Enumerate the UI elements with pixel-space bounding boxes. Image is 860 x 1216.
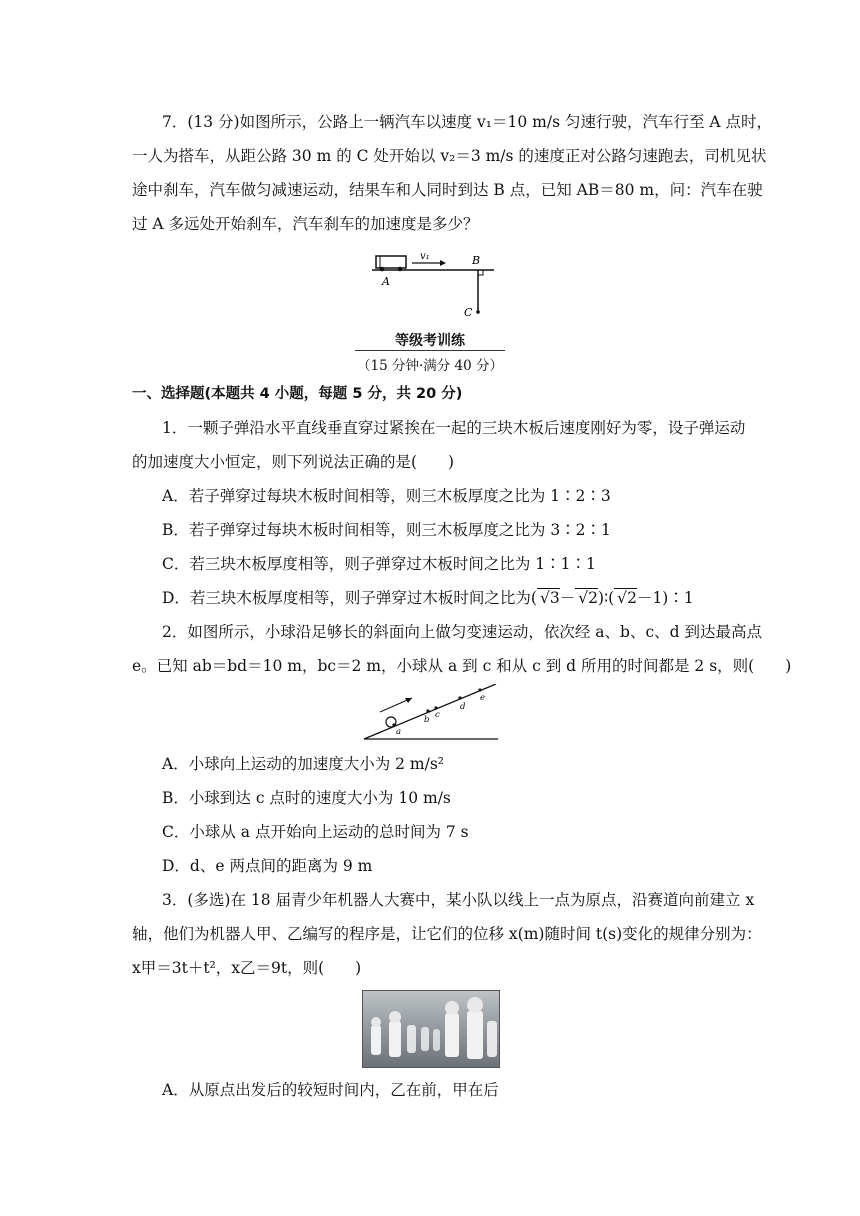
car-wheel-front xyxy=(380,267,385,272)
label-e: e xyxy=(480,693,486,703)
q2-option-d: D．d、e 两点间的距离为 9 m xyxy=(162,857,373,875)
q3-line-1: 3．(多选)在 18 届青少年机器人大赛中，某小队以线上一点为原点，沿赛道向前建立 x xyxy=(162,891,755,909)
section-title: 等级考训练 xyxy=(395,333,465,349)
q3-line-2: 轴，他们为机器人甲、乙编写的程序是，让它们的位移 x(m)随时间 t(s)变化的规律分别为： xyxy=(132,925,762,943)
q3-line-3: x甲＝3t＋t²，x乙＝9t，则( ) xyxy=(132,959,362,977)
q2-option-b: B．小球到达 c 点时的速度大小为 10 m/s xyxy=(162,789,451,807)
sqrt3: √3 xyxy=(537,588,560,607)
q1-option-a: A．若子弹穿过每块木板时间相等，则三木板厚度之比为 1∶2∶3 xyxy=(162,487,611,505)
label-c: C xyxy=(464,306,473,319)
section-subtitle: （15 分钟·满分 40 分） xyxy=(356,358,504,374)
sqrt2: √2 xyxy=(575,588,598,607)
robots-photo xyxy=(362,990,500,1068)
q7-line-4: 过 A 多远处开始刹车，汽车刹车的加速度是多少？ xyxy=(132,215,479,233)
q2-line-1: 2．如图所示，小球沿足够长的斜面向上做匀变速运动，依次经 a、b、c、d 到达最高点 xyxy=(162,623,762,641)
q7-line-1: 7．(13 分)如图所示，公路上一辆汽车以速度 v₁＝10 m/s 匀速行驶，汽车行至 A 点时， xyxy=(162,113,773,131)
q1-option-d: D．若三块木板厚度相等，则子弹穿过木板时间之比为( √3－ √2)∶( √2－1)∶1 xyxy=(162,589,694,607)
incline-line xyxy=(364,684,496,739)
q7-road-figure xyxy=(368,250,498,320)
q2-incline-figure xyxy=(360,684,500,744)
q1-line-1: 1．一颗子弹沿水平直线垂直穿过紧挨在一起的三块木板后速度刚好为零，设子弹运动 xyxy=(162,419,746,437)
q1-option-c: C．若三块木板厚度相等，则子弹穿过木板时间之比为 1∶1∶1 xyxy=(162,555,596,573)
label-b: b xyxy=(424,715,430,725)
sqrt2-b: √2 xyxy=(614,588,637,607)
label-a: a xyxy=(396,727,402,737)
q7-line-2: 一人为搭车，从距公路 30 m 的 C 处开始以 v₂＝3 m/s 的速度正对公路匀速跑去，司机见状 xyxy=(132,147,767,165)
q1-option-b: B．若子弹穿过每块木板时间相等，则三木板厚度之比为 3∶2∶1 xyxy=(162,521,611,539)
label-c: c xyxy=(435,710,440,720)
q2-line-2: e。已知 ab＝bd＝10 m，bc＝2 m，小球从 a 到 c 和从 c 到 d 所用的时间都是 2 s，则( ) xyxy=(132,657,792,675)
q2-option-c: C．小球从 a 点开始向上运动的总时间为 7 s xyxy=(162,823,469,841)
part-heading: 一、选择题(本题共 4 小题，每题 5 分，共 20 分) xyxy=(132,386,463,402)
label-b: B xyxy=(472,254,481,267)
q3-option-a: A．从原点出发后的较短时间内，乙在前，甲在后 xyxy=(162,1081,499,1099)
label-v1: v₁ xyxy=(420,251,430,262)
q2-option-a: A．小球向上运动的加速度大小为 2 m/s² xyxy=(162,755,444,773)
car-wheel-back xyxy=(398,267,403,272)
q1-line-2: 的加速度大小恒定，则下列说法正确的是( ) xyxy=(132,453,455,471)
section-divider xyxy=(355,350,505,351)
point-c xyxy=(476,310,480,314)
label-d: d xyxy=(460,702,466,712)
q7-line-3: 途中刹车，汽车做匀减速运动，结果车和人同时到达 B 点，已知 AB＝80 m，问：汽车在驶 xyxy=(132,181,763,199)
label-a: A xyxy=(382,275,390,288)
